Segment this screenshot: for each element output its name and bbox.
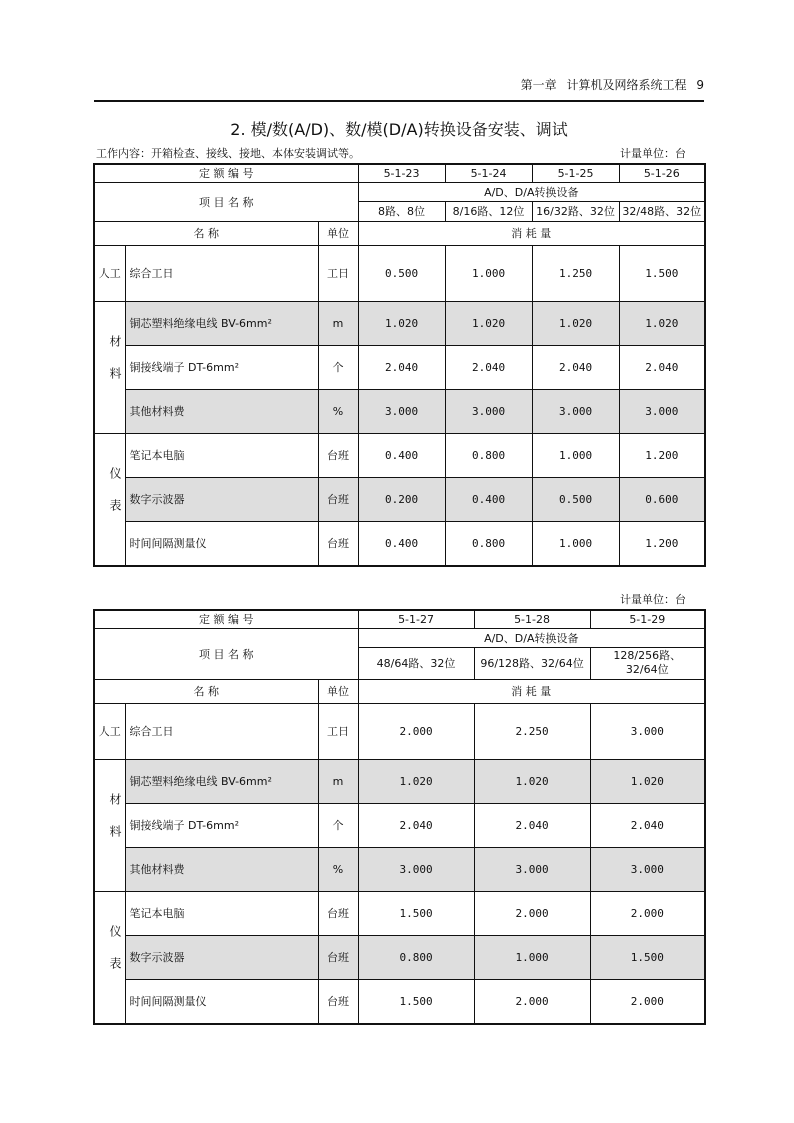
row-unit-scope: 台班	[318, 935, 358, 979]
row-name-scope: 数字示波器	[125, 477, 318, 521]
value-cell: 2.040	[445, 345, 532, 389]
row-name-scope: 数字示波器	[125, 935, 318, 979]
page-title: 2. 模/数(A/D)、数/模(D/A)转换设备安装、调试	[230, 120, 568, 139]
category-material	[94, 759, 125, 891]
name-header: 名 称	[94, 679, 318, 703]
spec-cell: 8/16路、12位	[445, 201, 532, 221]
page-header	[94, 76, 704, 94]
value-cell: 1.000	[474, 935, 590, 979]
row-unit-terminal: 个	[318, 345, 358, 389]
value-cell: 1.020	[445, 301, 532, 345]
value-cell: 1.200	[619, 521, 705, 566]
value-cell: 1.250	[532, 245, 619, 301]
unit-header: 单位	[318, 221, 358, 245]
value-cell: 2.000	[358, 703, 474, 759]
value-cell: 2.040	[358, 803, 474, 847]
spec-cell: 16/32路、32位	[532, 201, 619, 221]
device-group-label: A/D、D/A转换设备	[358, 182, 705, 201]
row-name-labor: 综合工日	[125, 703, 318, 759]
value-cell: 2.000	[474, 891, 590, 935]
chapter-label: 第一章	[520, 78, 557, 92]
value-cell: 2.040	[358, 345, 445, 389]
category-instrument	[94, 891, 125, 1024]
value-cell: 1.020	[619, 301, 705, 345]
value-cell: 3.000	[358, 389, 445, 433]
item-name-label: 项 目 名 称	[94, 182, 358, 221]
value-cell: 2.250	[474, 703, 590, 759]
value-cell: 3.000	[474, 847, 590, 891]
row-name-wire: 铜芯塑料绝缘电线 BV-6mm²	[125, 301, 318, 345]
unit-header: 单位	[318, 679, 358, 703]
unit-label-1: 计量单位：台	[620, 147, 686, 160]
consumption-header: 消 耗 量	[358, 679, 705, 703]
device-group-label: A/D、D/A转换设备	[358, 628, 705, 647]
value-cell: 2.040	[619, 345, 705, 389]
row-unit-labor: 工日	[318, 245, 358, 301]
value-cell: 0.200	[358, 477, 445, 521]
category-material-text: 材料	[108, 793, 122, 857]
value-cell: 2.000	[590, 891, 705, 935]
category-instrument	[94, 433, 125, 566]
row-name-labor: 综合工日	[125, 245, 318, 301]
category-instrument-text: 仪表	[108, 467, 122, 532]
value-cell: 0.600	[619, 477, 705, 521]
row-name-timer: 时间间隔测量仪	[125, 979, 318, 1024]
category-labor: 人工	[94, 703, 125, 759]
code-cell: 5-1-24	[445, 164, 532, 182]
row-unit-labor: 工日	[318, 703, 358, 759]
unit-label-2: 计量单位：台	[620, 593, 686, 606]
value-cell: 3.000	[619, 389, 705, 433]
category-material-text: 材料	[108, 335, 122, 399]
quota-table-1	[93, 163, 706, 567]
row-name-other: 其他材料费	[125, 389, 318, 433]
quota-table-2	[93, 609, 706, 1025]
row-unit-scope: 台班	[318, 477, 358, 521]
value-cell: 3.000	[532, 389, 619, 433]
value-cell: 1.200	[619, 433, 705, 477]
row-unit-other: %	[318, 847, 358, 891]
row-name-laptop: 笔记本电脑	[125, 433, 318, 477]
value-cell: 2.040	[590, 803, 705, 847]
value-cell: 1.020	[532, 301, 619, 345]
value-cell: 1.500	[590, 935, 705, 979]
section-label: 计算机及网络系统工程	[566, 78, 687, 92]
row-unit-wire: m	[318, 301, 358, 345]
value-cell: 0.400	[358, 521, 445, 566]
value-cell: 1.020	[358, 301, 445, 345]
header-rule	[94, 100, 704, 102]
row-name-other: 其他材料费	[125, 847, 318, 891]
value-cell: 1.020	[358, 759, 474, 803]
value-cell: 3.000	[590, 703, 705, 759]
value-cell: 1.500	[358, 979, 474, 1024]
category-labor: 人工	[94, 245, 125, 301]
consumption-header: 消 耗 量	[358, 221, 705, 245]
code-cell: 5-1-27	[358, 610, 474, 628]
row-name-laptop: 笔记本电脑	[125, 891, 318, 935]
code-cell: 5-1-23	[358, 164, 445, 182]
spec-cell: 96/128路、32/64位	[474, 647, 590, 679]
value-cell: 2.040	[474, 803, 590, 847]
value-cell: 0.400	[445, 477, 532, 521]
value-cell: 1.000	[445, 245, 532, 301]
category-material	[94, 301, 125, 433]
code-cell: 5-1-28	[474, 610, 590, 628]
value-cell: 3.000	[358, 847, 474, 891]
value-cell: 0.400	[358, 433, 445, 477]
row-unit-laptop: 台班	[318, 891, 358, 935]
row-unit-wire: m	[318, 759, 358, 803]
page-number: 9	[696, 78, 704, 92]
spec-cell: 8路、8位	[358, 201, 445, 221]
value-cell: 0.800	[358, 935, 474, 979]
value-cell: 0.800	[445, 433, 532, 477]
quota-no-label: 定 额 编 号	[94, 164, 358, 182]
row-unit-terminal: 个	[318, 803, 358, 847]
value-cell: 2.040	[532, 345, 619, 389]
row-name-terminal: 铜接线端子 DT-6mm²	[125, 345, 318, 389]
spec-cell: 32/48路、32位	[619, 201, 705, 221]
work-content: 工作内容：开箱检查、接线、接地、本体安装调试等。	[96, 147, 360, 160]
value-cell: 1.000	[532, 521, 619, 566]
row-name-terminal: 铜接线端子 DT-6mm²	[125, 803, 318, 847]
value-cell: 1.500	[358, 891, 474, 935]
value-cell: 2.000	[590, 979, 705, 1024]
name-header: 名 称	[94, 221, 318, 245]
code-cell: 5-1-25	[532, 164, 619, 182]
spec-cell: 128/256路、32/64位	[590, 647, 705, 679]
value-cell: 2.000	[474, 979, 590, 1024]
value-cell: 1.500	[619, 245, 705, 301]
quota-no-label: 定 额 编 号	[94, 610, 358, 628]
item-name-label: 项 目 名 称	[94, 628, 358, 679]
code-cell: 5-1-29	[590, 610, 705, 628]
code-cell: 5-1-26	[619, 164, 705, 182]
value-cell: 1.020	[474, 759, 590, 803]
value-cell: 3.000	[590, 847, 705, 891]
value-cell: 1.000	[532, 433, 619, 477]
row-unit-timer: 台班	[318, 979, 358, 1024]
value-cell: 0.500	[358, 245, 445, 301]
row-name-wire: 铜芯塑料绝缘电线 BV-6mm²	[125, 759, 318, 803]
value-cell: 0.800	[445, 521, 532, 566]
row-unit-laptop: 台班	[318, 433, 358, 477]
category-instrument-text: 仪表	[108, 925, 122, 990]
spec-cell: 48/64路、32位	[358, 647, 474, 679]
row-unit-timer: 台班	[318, 521, 358, 566]
value-cell: 1.020	[590, 759, 705, 803]
row-unit-other: %	[318, 389, 358, 433]
value-cell: 0.500	[532, 477, 619, 521]
value-cell: 3.000	[445, 389, 532, 433]
row-name-timer: 时间间隔测量仪	[125, 521, 318, 566]
